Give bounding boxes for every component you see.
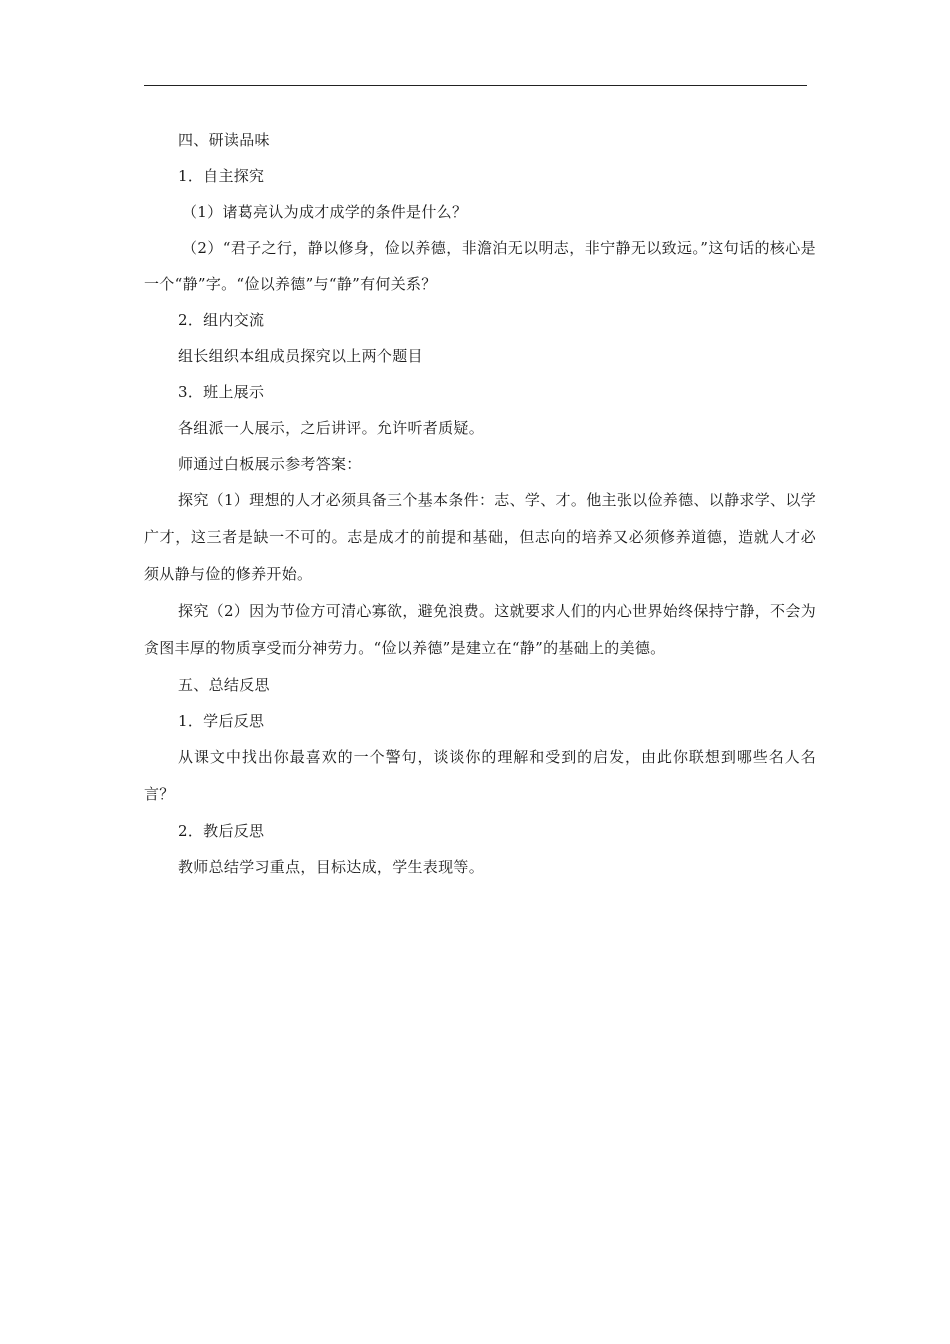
subheading-group-exchange: 2．组内交流: [178, 311, 265, 329]
header-rule: [144, 85, 807, 86]
question-2: （2）“君子之行，静以修身，俭以养德，非澹泊无以明志，非宁静无以致远。”这句话的核心是一个“静”字。“俭以养德”与“静”有何关系？: [144, 239, 816, 293]
group-exchange-text: 组长组织本组成员探究以上两个题目: [178, 347, 423, 365]
document-body: [144, 122, 816, 885]
reference-answer-intro: 师通过白板展示参考答案：: [178, 455, 362, 473]
section-heading-summary: 五、总结反思: [178, 676, 270, 694]
subheading-post-teaching-reflection: 2．教后反思: [178, 822, 265, 840]
question-1: （1）诸葛亮认为成才成学的条件是什么？: [182, 203, 468, 221]
section-heading-study: 四、研读品味: [178, 131, 270, 149]
subheading-class-display: 3．班上展示: [178, 383, 265, 401]
answer-2: 探究（2）因为节俭方可清心寡欲，避免浪费。这就要求人们的内心世界始终保持宁静，不会为贪图丰厚的物质享受而分神劳力。“俭以养德”是建立在“静”的基础上的美德。: [144, 602, 816, 657]
post-teaching-reflection-text: 教师总结学习重点，目标达成，学生表现等。: [178, 858, 485, 876]
answer-1: 探究（1）理想的人才必须具备三个基本条件：志、学、才。他主张以俭养德、以静求学、以学广才，这三者是缺一不可的。志是成才的前提和基础，但志向的培养又必须修养道德，造就人才必须从静与俭的修养开始。: [144, 491, 816, 583]
subheading-post-study-reflection: 1．学后反思: [178, 712, 265, 730]
post-study-reflection-text: 从课文中找出你最喜欢的一个警句，谈谈你的理解和受到的启发，由此你联想到哪些名人名言？: [144, 748, 816, 803]
subheading-self-explore: 1．自主探究: [178, 167, 265, 185]
class-display-text: 各组派一人展示，之后讲评。允许听者质疑。: [178, 419, 485, 437]
